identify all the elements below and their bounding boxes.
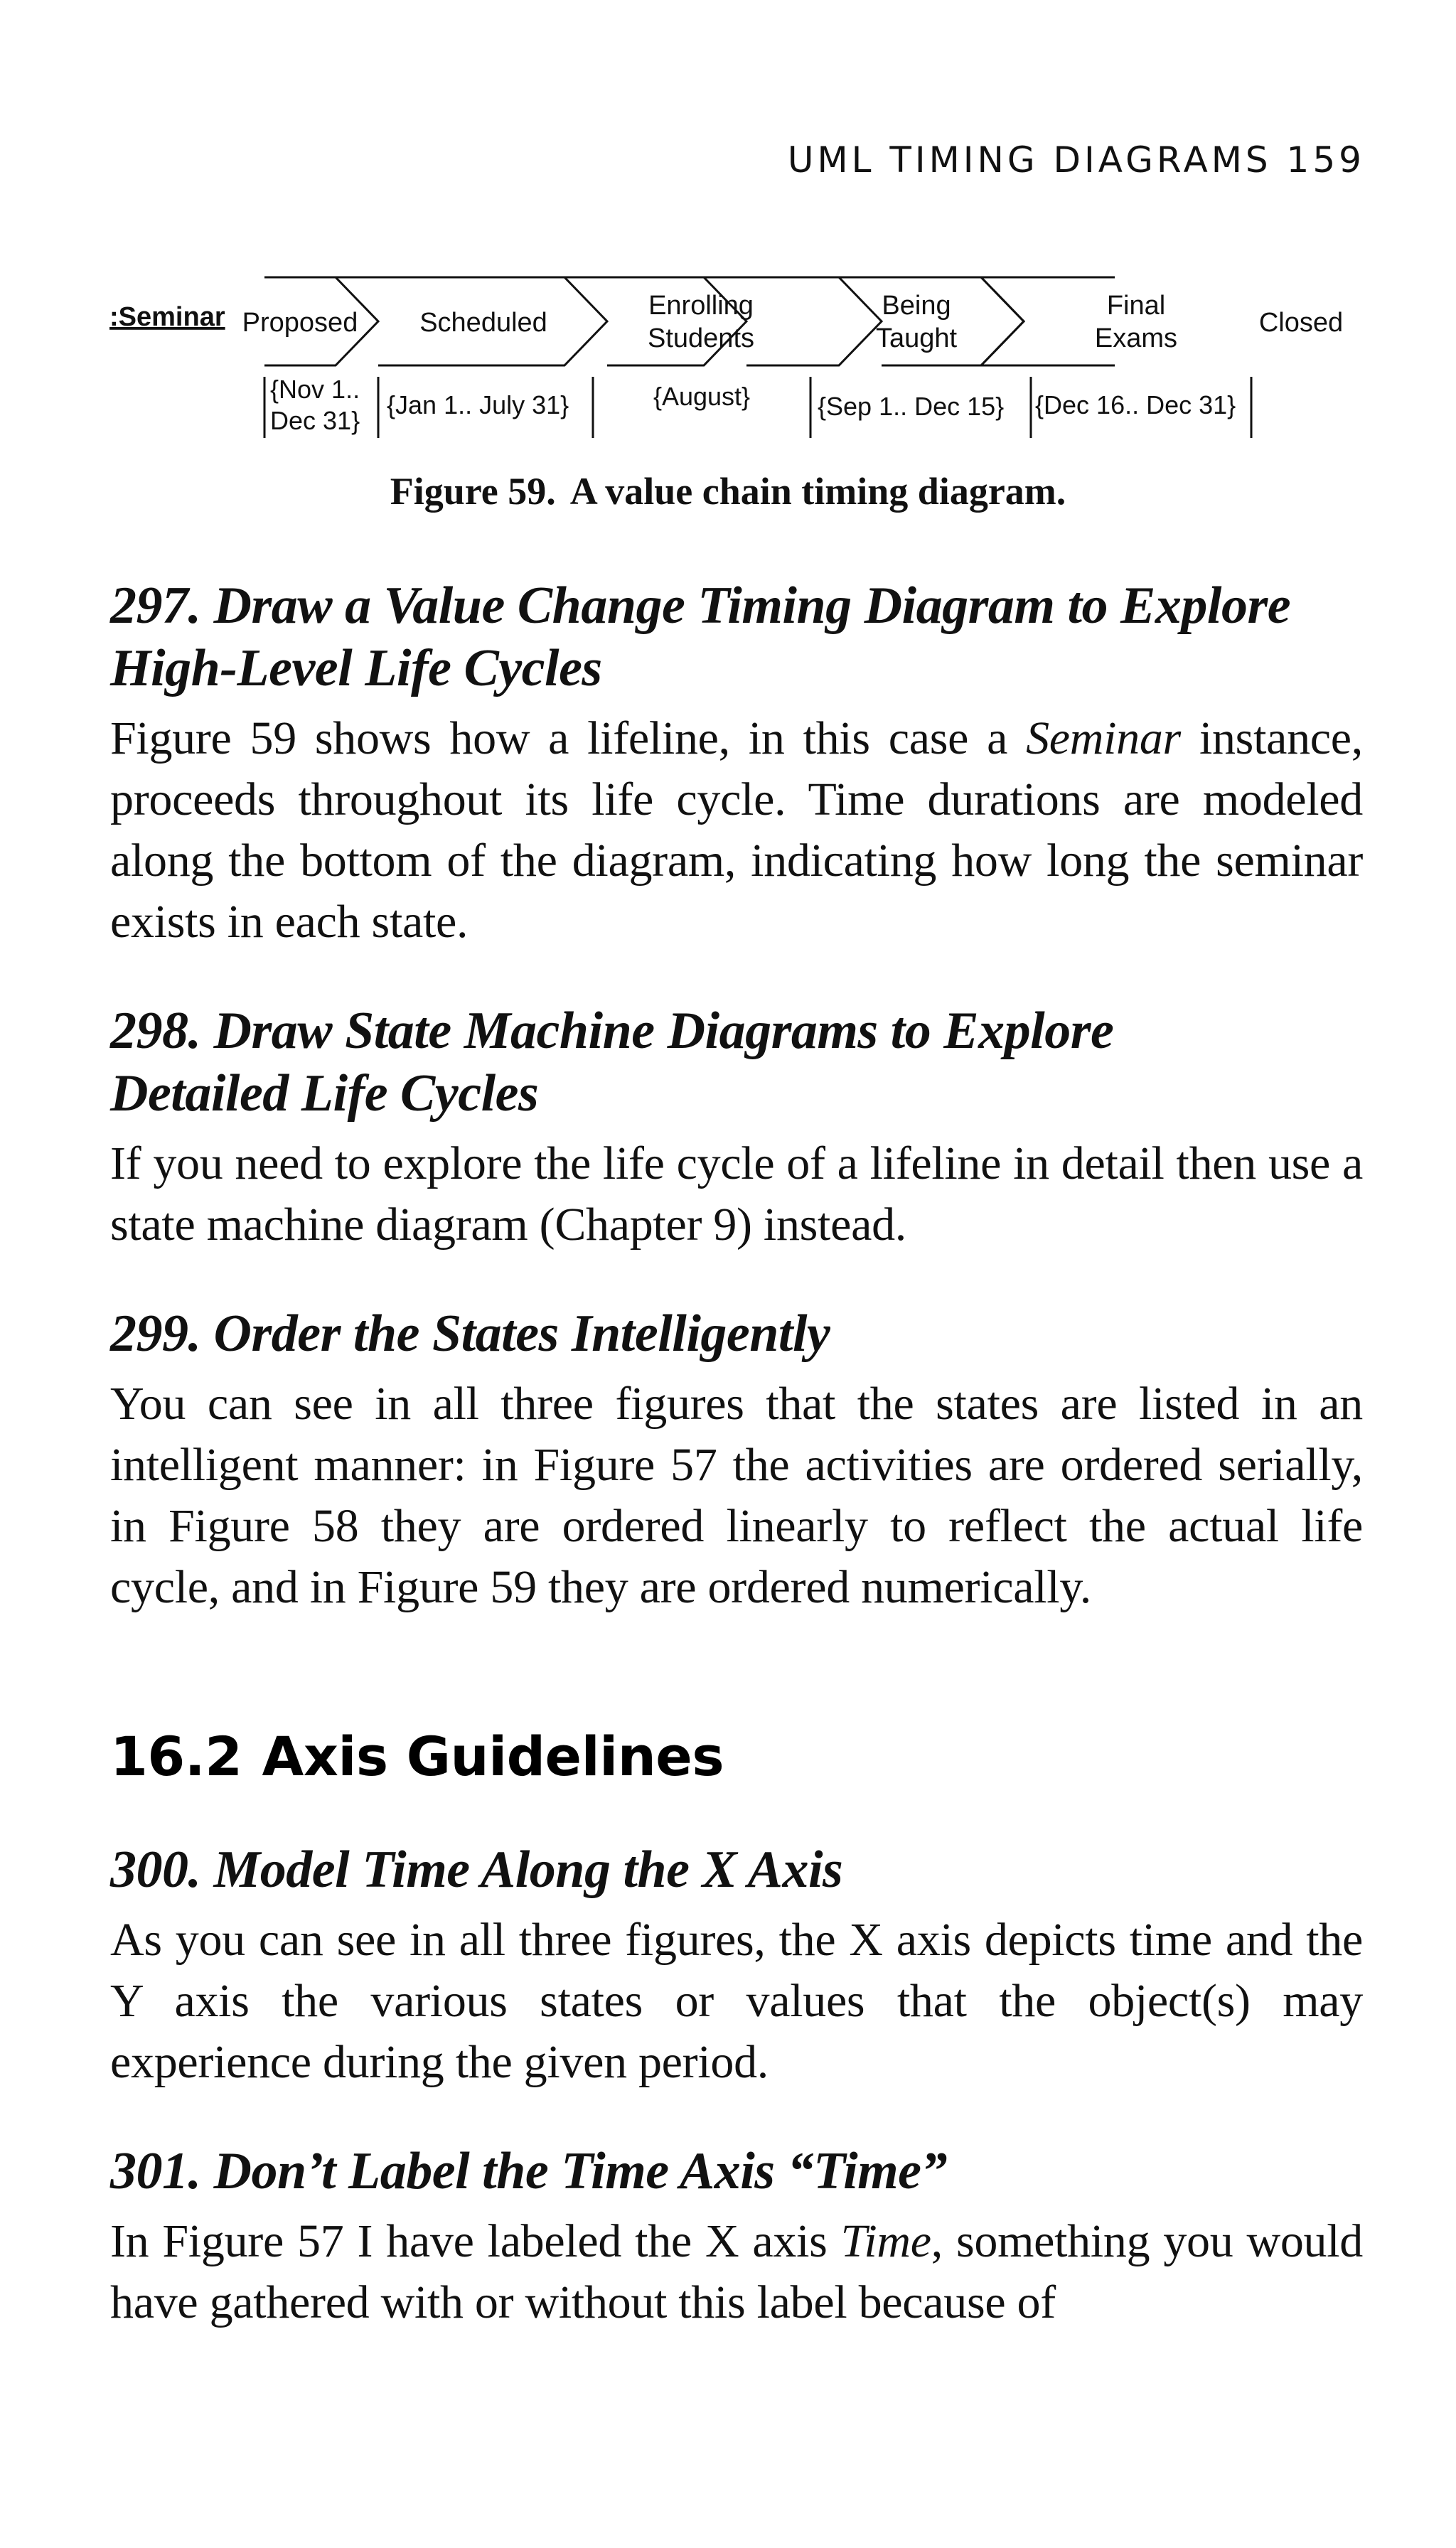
guideline-297-body: Figure 59 shows how a lifeline, in this case a Seminar instance, proceeds throughout its life cycle. Time durations are modeled along the bottom of the diagram, indicating how long the seminar exists in each state. bbox=[110, 712, 1363, 948]
duration-enrolling: {August} bbox=[653, 382, 751, 411]
duration-proposed-line1: {Nov 1.. bbox=[270, 375, 360, 404]
state-label-students: Students bbox=[648, 323, 754, 353]
state-label-final: Final bbox=[1106, 291, 1166, 321]
guideline-301-body: In Figure 57 I have labeled the X axis Time, something you would have gathered with or without this label because of bbox=[110, 2215, 1363, 2328]
figure-caption-text: A value chain timing diagram. bbox=[569, 470, 1066, 513]
state-label-being: Being bbox=[882, 291, 951, 321]
duration-being-taught: {Sep 1.. Dec 15} bbox=[818, 392, 1005, 421]
state-label-taught: Taught bbox=[875, 323, 958, 353]
guideline-300-body: As you can see in all three figures, the X axis depicts time and the Y axis the various states or values that the object(s) may experience during the given period. bbox=[110, 1914, 1363, 2088]
guideline-299-title: 299. Order the States Intelligently bbox=[110, 1305, 830, 1363]
figure-caption-label: Figure 59. bbox=[390, 470, 556, 513]
duration-final-exams: {Dec 16.. Dec 31} bbox=[1035, 390, 1236, 419]
state-label-scheduled: Scheduled bbox=[419, 308, 547, 338]
lifeline-label: :Seminar bbox=[109, 302, 225, 332]
duration-proposed-line2: Dec 31} bbox=[270, 406, 360, 435]
guideline-301-title: 301. Don’t Label the Time Axis “Time” bbox=[110, 2142, 948, 2200]
timing-diagram-svg bbox=[107, 263, 1372, 462]
guideline-297-title: 297. Draw a Value Change Timing Diagram to Explore High-Level Life Cycles bbox=[110, 577, 1291, 697]
body-content bbox=[110, 574, 1363, 2333]
section-heading: 16.2 Axis Guidelines bbox=[110, 1725, 724, 1788]
state-label-enrolling: Enrolling bbox=[648, 291, 754, 321]
guideline-298-title: 298. Draw State Machine Diagrams to Explore Detailed Life Cycles bbox=[110, 1002, 1114, 1123]
state-label-exams: Exams bbox=[1094, 323, 1178, 353]
state-label-proposed: Proposed bbox=[242, 308, 358, 338]
state-label-closed: Closed bbox=[1258, 308, 1344, 338]
figure-caption bbox=[0, 469, 1456, 513]
value-change-timing-diagram bbox=[107, 263, 1372, 462]
running-head: UML TIMING DIAGRAMS 159 bbox=[787, 139, 1365, 181]
guideline-299-body: You can see in all three figures that the states are listed in an intelligent manner: in Figure 57 the activities are ordered serially, in Figure 58 they are ordered linearly to reflect the actual life cycle, and in Figure 59 they are ordered numerically. bbox=[110, 1378, 1363, 1613]
guideline-298-body: If you need to explore the life cycle of a lifeline in detail then use a state machine diagram (Chapter 9) instead. bbox=[110, 1138, 1363, 1251]
guideline-300-title: 300. Model Time Along the X Axis bbox=[110, 1841, 843, 1899]
duration-scheduled: {Jan 1.. July 31} bbox=[387, 390, 569, 419]
